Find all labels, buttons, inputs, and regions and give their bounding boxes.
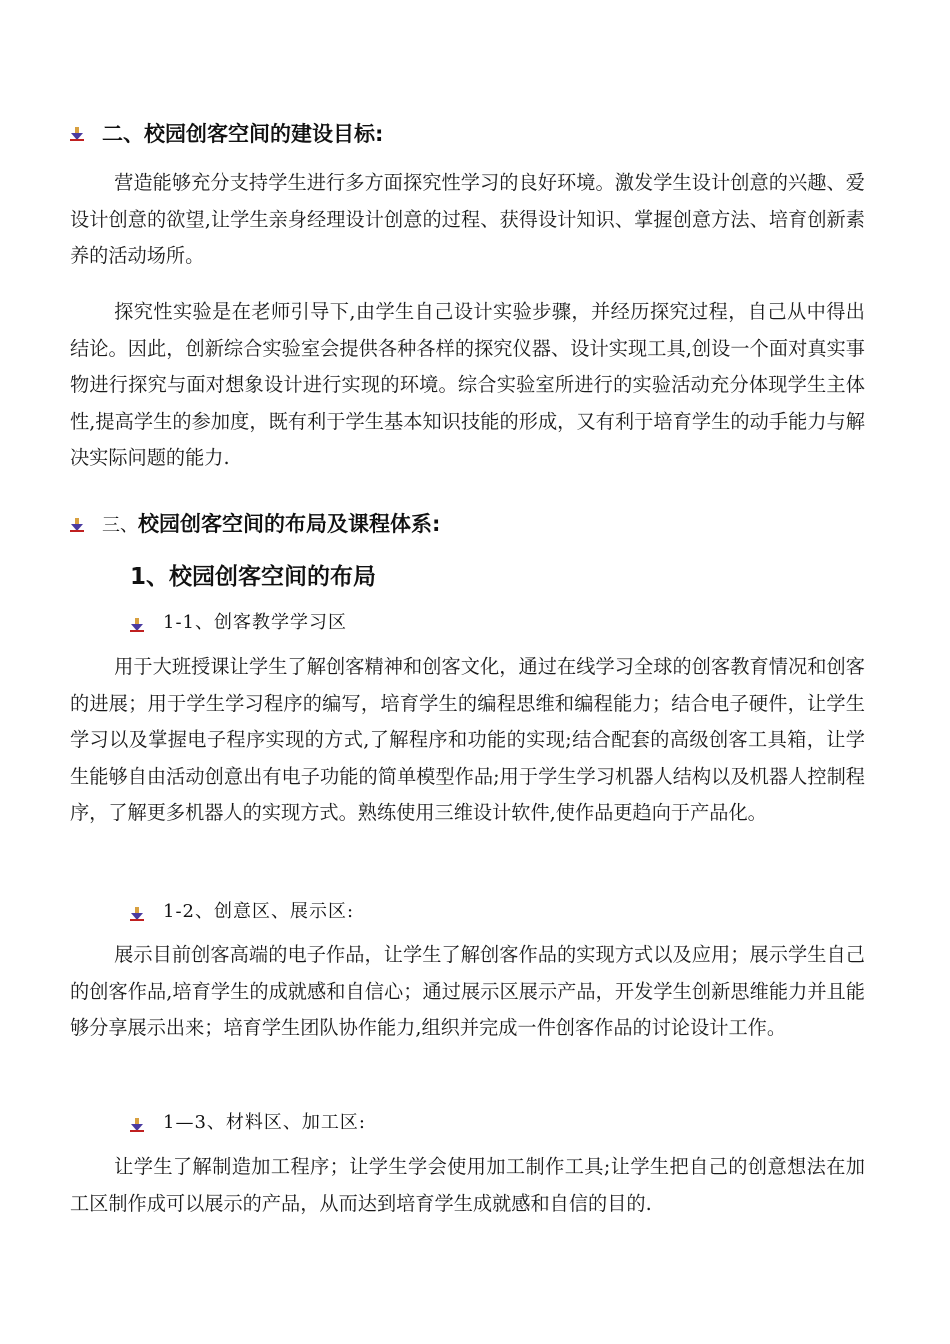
item-1-1-heading: 1-1、创客教学学习区	[163, 612, 347, 633]
section2-heading: 二、校园创客空间的建设目标:	[102, 122, 384, 146]
item-1-1-paragraph: 用于大班授课让学生了解创客精神和创客文化，通过在线学习全球的创客教育情况和创客的进展；用于学生学习程序的编写，培育学生的编程思维和编程能力；结合电子硬件，让学生学习以及掌握电子程序实现的方式,了解程序和功能的实现;结合配套的高级创客工具箱，让学生能够自由活动创意出有电子功能的简单模型作品;用于学生学习机器人结构以及机器人控制程序，了解更多机器人的实现方式。熟练使用三维设计软件,使作品更趋向于产品化。	[70, 655, 865, 824]
arrow-down-bullet-icon	[130, 1118, 144, 1132]
arrow-down-bullet-icon	[130, 907, 144, 921]
section3-heading	[102, 511, 440, 539]
arrow-down-bullet-icon	[70, 518, 84, 532]
layout-subheading: 1、校园创客空间的布局	[130, 564, 377, 590]
item-1-3-paragraph: 让学生了解制造加工程序；让学生学会使用加工制作工具;让学生把自己的创意想法在加工区制作成可以展示的产品，从而达到培育学生成就感和自信的目的.	[70, 1155, 865, 1215]
section2-paragraph-2: 探究性实验是在老师引导下,由学生自己设计实验步骤，并经历探究过程，自己从中得出结论。因此，创新综合实验室会提供各种各样的探究仪器、设计实现工具,创设一个面对真实事物进行探究与面对想象设计进行实现的环境。综合实验室所进行的实验活动充分体现学生主体性,提高学生的参加度，既有利于学生基本知识技能的形成，又有利于培育学生的动手能力与解决实际问题的能力.	[70, 300, 865, 469]
item-1-2-heading: 1-2、创意区、展示区:	[163, 901, 355, 922]
arrow-down-bullet-icon	[130, 618, 144, 632]
section3-heading-text: 校园创客空间的布局及课程体系:	[138, 512, 441, 536]
section3-heading-prefix: 三、	[102, 515, 138, 536]
arrow-down-bullet-icon	[70, 127, 84, 141]
item-1-2-paragraph: 展示目前创客高端的电子作品，让学生了解创客作品的实现方式以及应用；展示学生自己的创客作品,培育学生的成就感和自信心；通过展示区展示产品，开发学生创新思维能力并且能够分享展示出来；培育学生团队协作能力,组织并完成一件创客作品的讨论设计工作。	[70, 943, 865, 1039]
section2-paragraph-1: 营造能够充分支持学生进行多方面探究性学习的良好环境。激发学生设计创意的兴趣、爱设计创意的欲望,让学生亲身经理设计创意的过程、获得设计知识、掌握创意方法、培育创新素养的活动场所。	[70, 171, 865, 267]
item-1-3-heading: 1—3、材料区、加工区:	[163, 1112, 366, 1133]
